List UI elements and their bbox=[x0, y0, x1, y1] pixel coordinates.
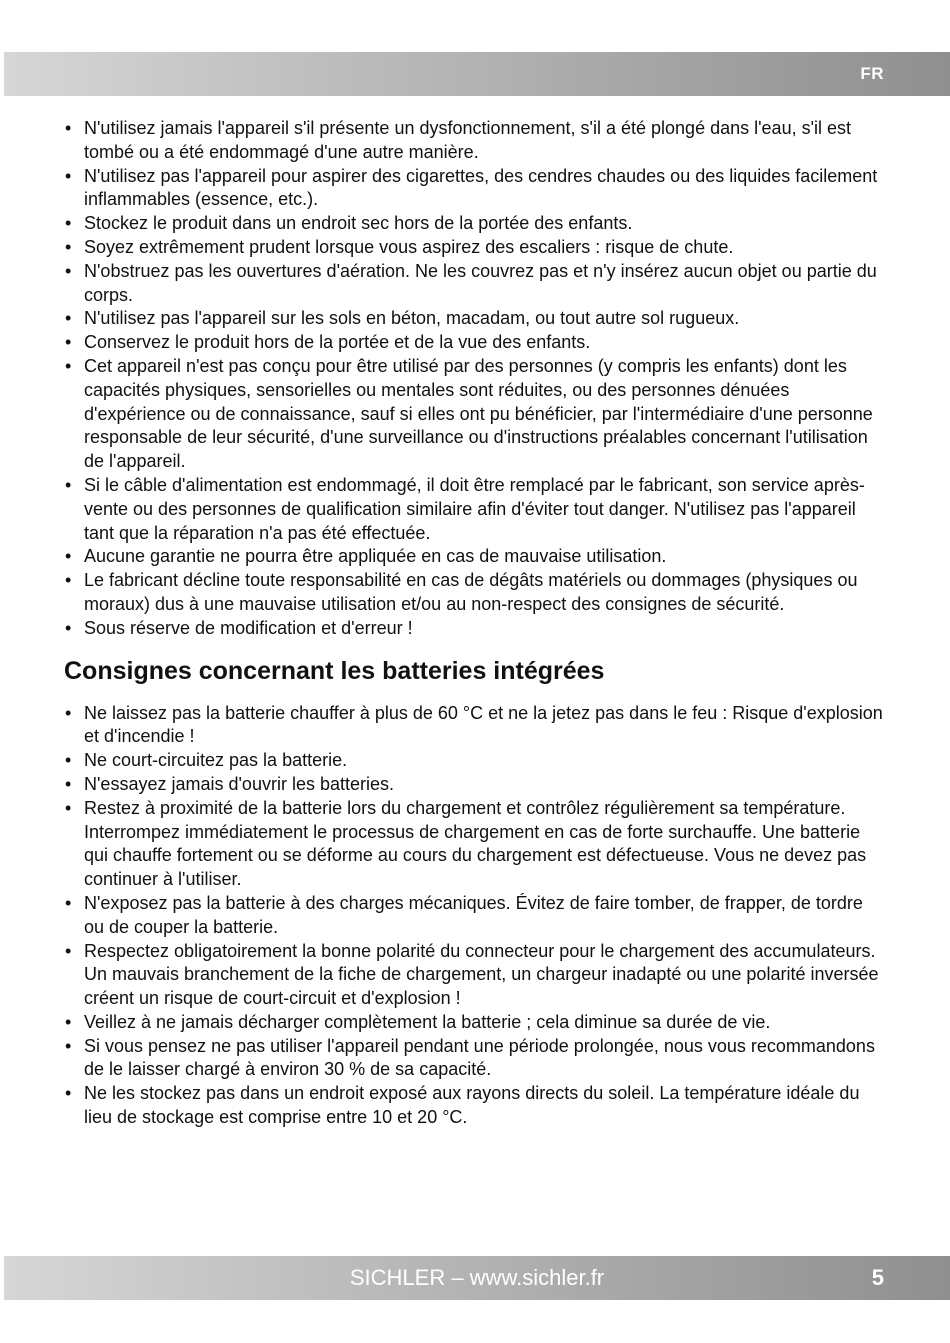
list-item-text: Si le câble d'alimentation est endommagé, il doit être remplacé par le fabricant, son service après-vente ou des personnes de qualification similaire afin d'éviter tout danger. N'utilisez pas l'appareil tant que la réparation n'a pas été effectuée. bbox=[84, 474, 865, 543]
footer-brand: SICHLER – www.sichler.fr bbox=[349, 1265, 605, 1290]
list-item-text: Ne les stockez pas dans un endroit exposé aux rayons directs du soleil. La température idéale du lieu de stockage est comprise entre 10 et 20 °C. bbox=[84, 1083, 860, 1128]
list-item-text: Ne laissez pas la batterie chauffer à plus de 60 °C et ne la jetez pas dans le feu : Risque d'explosion et d'incendie ! bbox=[84, 702, 883, 747]
list-item bbox=[64, 331, 886, 355]
list-item bbox=[64, 940, 886, 1011]
battery-list bbox=[64, 702, 886, 1130]
bullet-icon: • bbox=[65, 213, 72, 234]
list-item-text: Conservez le produit hors de la portée et de la vue des enfants. bbox=[84, 332, 591, 353]
page-content bbox=[64, 117, 886, 1130]
bullet-icon: • bbox=[65, 702, 72, 723]
footer-bar bbox=[4, 1256, 950, 1300]
list-item-text: Veillez à ne jamais décharger complètement la batterie ; cela diminue sa durée de vie. bbox=[84, 1011, 771, 1032]
list-item-text: Restez à proximité de la batterie lors du chargement et contrôlez régulièrement sa température. Interrompez immédiatement le processus de chargement en cas de forte surchauffe. Une batterie qui chauffe fortement ou se déforme au cours du chargement est défectueuse. Vous ne devez pas continuer à l'utiliser. bbox=[84, 797, 867, 890]
bullet-icon: • bbox=[65, 546, 72, 567]
list-item-text: N'exposez pas la batterie à des charges mécaniques. Évitez de faire tomber, de frapper, de tordre ou de couper la batterie. bbox=[84, 892, 863, 937]
list-item-text: Stockez le produit dans un endroit sec hors de la portée des enfants. bbox=[84, 213, 633, 234]
list-item bbox=[64, 236, 886, 260]
list-item bbox=[64, 617, 886, 641]
list-item bbox=[64, 307, 886, 331]
list-item bbox=[64, 569, 886, 617]
bullet-icon: • bbox=[65, 892, 72, 913]
list-item bbox=[64, 545, 886, 569]
list-item bbox=[64, 212, 886, 236]
list-item bbox=[64, 797, 886, 892]
list-item-text: Sous réserve de modification et d'erreur ! bbox=[84, 617, 413, 638]
bullet-icon: • bbox=[65, 797, 72, 818]
list-item-text: N'obstruez pas les ouvertures d'aération. Ne les couvrez pas et n'y insérez aucun objet ou partie du corps. bbox=[84, 260, 877, 305]
list-item-text: Le fabricant décline toute responsabilité en cas de dégâts matériels ou dommages (physiques ou moraux) dus à une mauvaise utilisation et/ou au non-respect des consignes de sécurité. bbox=[84, 570, 858, 614]
bullet-icon: • bbox=[65, 570, 72, 591]
list-item bbox=[64, 749, 886, 773]
bullet-icon: • bbox=[65, 332, 72, 353]
list-item bbox=[64, 892, 886, 940]
bullet-icon: • bbox=[65, 165, 72, 186]
section-title: Consignes concernant les batteries intégrées bbox=[64, 656, 605, 685]
bullet-icon: • bbox=[65, 236, 72, 257]
header-bar bbox=[4, 52, 950, 96]
bullet-icon: • bbox=[65, 1083, 72, 1104]
list-item-text: N'essayez jamais d'ouvrir les batteries. bbox=[84, 773, 394, 794]
list-item bbox=[64, 117, 886, 165]
list-item bbox=[64, 1011, 886, 1035]
safety-list bbox=[64, 117, 886, 641]
bullet-icon: • bbox=[65, 474, 72, 495]
bullet-icon: • bbox=[65, 308, 72, 329]
list-item-text: Ne court-circuitez pas la batterie. bbox=[84, 750, 348, 771]
list-item bbox=[64, 702, 886, 750]
list-item bbox=[64, 773, 886, 797]
bullet-icon: • bbox=[65, 773, 72, 794]
list-item bbox=[64, 1082, 886, 1130]
list-item bbox=[64, 1035, 886, 1083]
bullet-icon: • bbox=[65, 617, 72, 638]
bullet-icon: • bbox=[65, 260, 72, 281]
list-item bbox=[64, 355, 886, 474]
list-item-text: Respectez obligatoirement la bonne polarité du connecteur pour le chargement des accumulateurs. Un mauvais branchement de la fiche de chargement, un chargeur inadapté ou une polarité inversée créent un risque de court-circuit et d'explosion ! bbox=[84, 940, 879, 1009]
list-item bbox=[64, 260, 886, 308]
bullet-icon: • bbox=[65, 750, 72, 771]
list-item bbox=[64, 165, 886, 213]
language-label: FR bbox=[860, 64, 884, 83]
list-item-text: Soyez extrêmement prudent lorsque vous aspirez des escaliers : risque de chute. bbox=[84, 236, 734, 257]
list-item bbox=[64, 474, 886, 545]
list-item-text: N'utilisez pas l'appareil sur les sols en béton, macadam, ou tout autre sol rugueux. bbox=[84, 308, 740, 329]
bullet-icon: • bbox=[65, 355, 72, 376]
bullet-icon: • bbox=[65, 118, 72, 138]
page-number: 5 bbox=[871, 1265, 884, 1290]
bullet-icon: • bbox=[65, 1035, 72, 1056]
bullet-icon: • bbox=[65, 940, 72, 961]
list-item-text: Aucune garantie ne pourra être appliquée en cas de mauvaise utilisation. bbox=[84, 546, 667, 567]
list-item-text: Cet appareil n'est pas conçu pour être utilisé par des personnes (y compris les enfants) dont les capacités physiques, sensorielles ou mentales sont réduites, ou des personnes dénuées d'expérience ou de connaissance, sauf si elles ont pu bénéficier, par l'intermédiaire d'une personne responsable de leur sécurité, d'une surveillance ou d'instructions préalables concernant l'utilisation de l'appareil. bbox=[84, 355, 873, 472]
list-item-text: N'utilisez jamais l'appareil s'il présente un dysfonctionnement, s'il a été plongé dans l'eau, s'il est tombé ou a été endommagé d'une autre manière. bbox=[84, 118, 852, 162]
list-item-text: Si vous pensez ne pas utiliser l'appareil pendant une période prolongée, nous vous recommandons de le laisser chargé à environ 30 % de sa capacité. bbox=[84, 1035, 875, 1080]
bullet-icon: • bbox=[65, 1011, 72, 1032]
list-item-text: N'utilisez pas l'appareil pour aspirer des cigarettes, des cendres chaudes ou des liquides facilement inflammables (essence, etc.). bbox=[84, 165, 878, 210]
